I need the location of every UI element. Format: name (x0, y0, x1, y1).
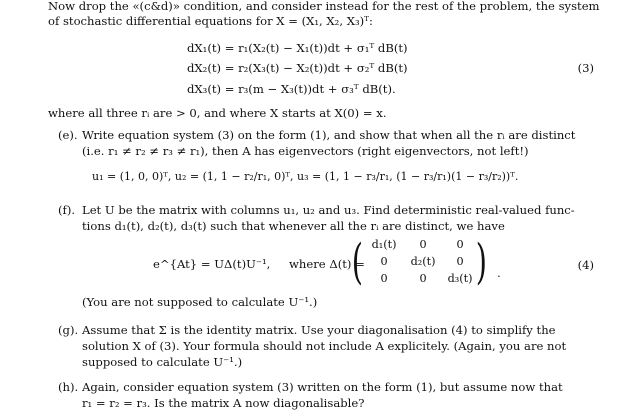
part-e-line-2: (i.e. r₁ ≠ r₂ ≠ r₃ ≠ r₁), then A has eigenvectors (right eigenvectors, not left!) (82, 144, 529, 158)
equation-2: dX₂(t) = r₂(X₃(t) − X₂(t))dt + σ₂ᵀ dB(t) (187, 61, 408, 75)
part-e-label: (e). (58, 128, 78, 142)
part-g-line-3: supposed to calculate U⁻¹.) (82, 355, 243, 369)
intro-line-1: Now drop the «(c&d)» condition, and consider instead for the rest of the problem, the system (48, 0, 600, 13)
matrix-cell: 0 (419, 238, 427, 251)
part-f-note: (You are not supposed to calculate U⁻¹.) (82, 295, 318, 309)
part-h-line-1: Again, consider equation system (3) written on the form (1), but assume now that (82, 380, 563, 394)
equation-number-3: (3) (577, 61, 594, 75)
intro-line-2: of stochastic differential equations for X = (X₁, X₂, X₃)ᵀ: (48, 14, 373, 28)
matrix-cell: 0 (419, 272, 427, 285)
equation-3: dX₃(t) = r₃(m − X₃(t))dt + σ₃ᵀ dB(t). (187, 82, 396, 96)
equation-1: dX₁(t) = r₁(X₂(t) − X₁(t))dt + σ₁ᵀ dB(t) (187, 41, 408, 55)
matrix-cell: d₃(t) (447, 272, 473, 285)
matrix-cell: 0 (456, 255, 464, 268)
exponential-formula: e^{At} = UΔ(t)U⁻¹, (153, 257, 271, 271)
matrix-cell: d₂(t) (410, 255, 436, 268)
eigenvectors-line: u₁ = (1, 0, 0)ᵀ, u₂ = (1, 1 − r₂/r₁, 0)ᵀ, u₃ = (1, 1 − r₃/r₁, (1 − r₃/r₁)(1 − r₃/r₂))ᵀ. (92, 170, 519, 183)
delta-matrix (351, 234, 494, 290)
matrix-period: . (497, 266, 501, 280)
part-h-label: (h). (58, 380, 79, 394)
part-f-line-1: Let U be the matrix with columns u₁, u₂ and u₃. Find deterministic real-valued func- (82, 203, 575, 217)
matrix-cell: 0 (380, 255, 388, 268)
matrix-cell: 0 (456, 238, 464, 251)
part-g-line-2: solution X of (3). Your formula should not include A explicitely. (Again, you are not (82, 339, 567, 353)
equation-number-4: (4) (577, 258, 594, 272)
part-f-line-2: tions d₁(t), d₂(t), d₃(t) such that whenever all the rᵢ are distinct, we have (82, 219, 505, 233)
part-g-line-1: Assume that Σ is the identity matrix. Use your diagonalisation (4) to simplify the (82, 323, 556, 337)
where-line: where all three rᵢ are > 0, and where X starts at X(0) = x. (48, 106, 387, 120)
part-g-label: (g). (58, 323, 79, 337)
where-delta-label: where Δ(t) = (289, 257, 365, 271)
matrix-cell: d₁(t) (371, 238, 397, 251)
matrix-cell: 0 (380, 272, 388, 285)
part-e-line-1: Write equation system (3) on the form (1), and show that when all the rᵢ are distinct (82, 128, 576, 142)
part-h-line-2: r₁ = r₂ = r₃. Is the matrix A now diagonalisable? (82, 396, 365, 410)
right-paren: ) (475, 234, 487, 290)
part-f-label: (f). (58, 203, 76, 217)
left-paren: ( (351, 234, 363, 290)
